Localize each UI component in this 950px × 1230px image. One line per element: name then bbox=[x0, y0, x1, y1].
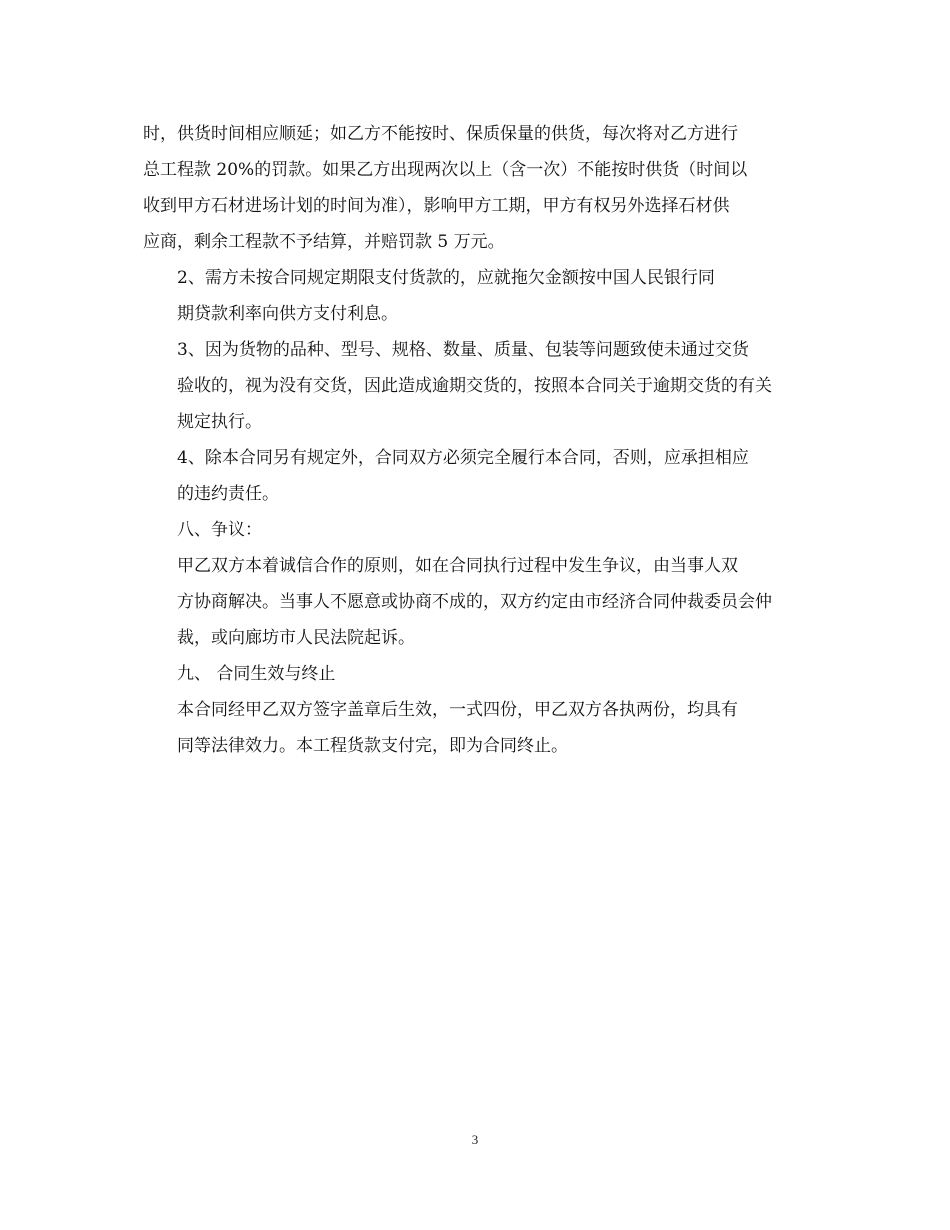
text-line: 的违约责任。 bbox=[177, 484, 279, 504]
text-line: 本合同经甲乙双方签字盖章后生效，一式四份，甲乙双方各执两份，均具有 bbox=[177, 700, 738, 720]
text-line: 总工程款 20%的罚款。如果乙方出现两次以上（含一次）不能按时供货（时间以 bbox=[143, 160, 748, 180]
text-line: 时，供货时间相应顺延；如乙方不能按时、保质保量的供货，每次将对乙方进行 bbox=[143, 124, 738, 144]
text-line: 九、 合同生效与终止 bbox=[177, 664, 336, 684]
paragraph bbox=[143, 296, 813, 332]
text-line: 期贷款利率向供方支付利息。 bbox=[177, 304, 398, 324]
text-line: 2、需方未按合同规定期限支付货款的，应就拖欠金额按中国人民银行同 bbox=[177, 268, 715, 288]
text-line: 应商，剩余工程款不予结算，并赔罚款 5 万元。 bbox=[143, 232, 505, 252]
paragraph bbox=[143, 692, 813, 764]
paragraph bbox=[143, 440, 813, 512]
paragraph bbox=[143, 260, 813, 296]
text-line: 方协商解决。当事人不愿意或协商不成的，双方约定由市经济合同仲裁委员会仲 bbox=[177, 592, 772, 612]
document-body bbox=[143, 116, 813, 764]
paragraph bbox=[143, 548, 813, 656]
text-line: 规定执行。 bbox=[177, 412, 262, 432]
paragraph bbox=[143, 116, 813, 260]
text-line: 甲乙双方本着诚信合作的原则，如在合同执行过程中发生争议，由当事人双 bbox=[177, 556, 738, 576]
text-line: 收到甲方石材进场计划的时间为准），影响甲方工期，甲方有权另外选择石材供 bbox=[143, 196, 730, 216]
page-number: 3 bbox=[471, 1132, 479, 1147]
text-line: 3、因为货物的品种、型号、规格、数量、质量、包装等问题致使未通过交货 bbox=[177, 340, 749, 360]
text-line: 验收的，视为没有交货，因此造成逾期交货的，按照本合同关于逾期交货的有关 bbox=[177, 376, 772, 396]
paragraph bbox=[143, 332, 813, 440]
paragraph bbox=[143, 656, 813, 692]
text-line: 八、争议： bbox=[177, 520, 262, 540]
text-line: 同等法律效力。本工程货款支付完，即为合同终止。 bbox=[177, 736, 568, 756]
paragraph bbox=[143, 512, 813, 548]
text-line: 裁，或向廊坊市人民法院起诉。 bbox=[177, 628, 415, 648]
text-line: 4、除本合同另有规定外，合同双方必须完全履行本合同，否则，应承担相应 bbox=[177, 448, 749, 468]
